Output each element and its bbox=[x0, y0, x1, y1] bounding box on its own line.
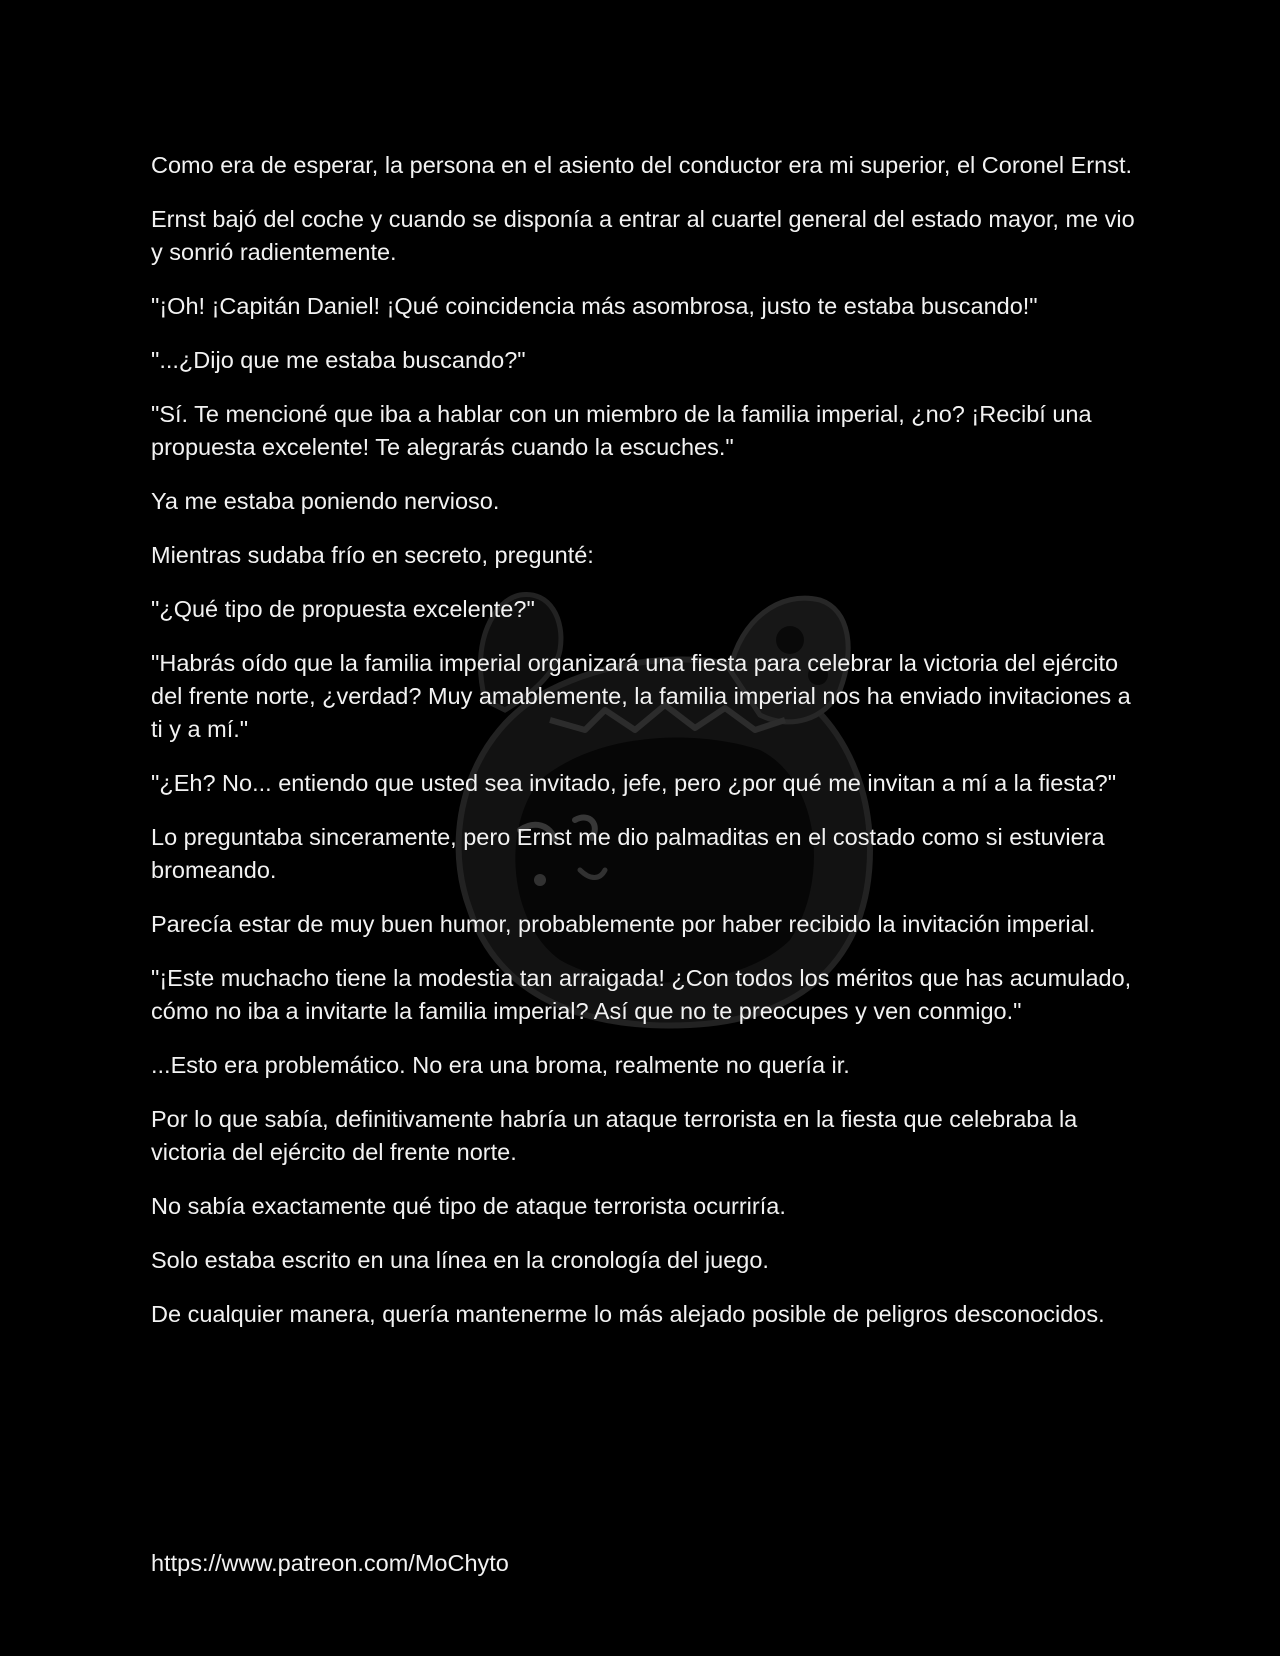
paragraph: No sabía exactamente qué tipo de ataque terrorista ocurriría. bbox=[151, 1193, 786, 1219]
paragraph: Ya me estaba poniendo nervioso. bbox=[151, 488, 500, 514]
paragraph: "Habrás oído que la familia imperial organizará una fiesta para celebrar la victoria del ejército del frente norte, ¿verdad? Muy amablemente, la familia imperial nos ha enviado invitaciones a ti y a mí." bbox=[151, 650, 1131, 742]
paragraph: Solo estaba escrito en una línea en la cronología del juego. bbox=[151, 1247, 769, 1273]
document-body bbox=[151, 149, 1141, 1352]
paragraph: Ernst bajó del coche y cuando se disponía a entrar al cuartel general del estado mayor, me vio y sonrió radientemente. bbox=[151, 206, 1135, 265]
paragraph: Lo preguntaba sinceramente, pero Ernst me dio palmaditas en el costado como si estuviera bromeando. bbox=[151, 824, 1105, 883]
paragraph: Parecía estar de muy buen humor, probablemente por haber recibido la invitación imperial. bbox=[151, 911, 1096, 937]
paragraph: "¡Este muchacho tiene la modestia tan arraigada! ¿Con todos los méritos que has acumulado, cómo no iba a invitarte la familia imperial? Así que no te preocupes y ven conmigo." bbox=[151, 965, 1132, 1024]
paragraph: ...Esto era problemático. No era una broma, realmente no quería ir. bbox=[151, 1052, 850, 1078]
paragraph: "...¿Dijo que me estaba buscando?" bbox=[151, 347, 526, 373]
paragraph: De cualquier manera, quería mantenerme lo más alejado posible de peligros desconocidos. bbox=[151, 1301, 1105, 1327]
patreon-link[interactable]: https://www.patreon.com/MoChyto bbox=[151, 1550, 509, 1576]
paragraph: "¿Qué tipo de propuesta excelente?" bbox=[151, 596, 535, 622]
paragraph: Mientras sudaba frío en secreto, pregunté: bbox=[151, 542, 594, 568]
paragraph: "¡Oh! ¡Capitán Daniel! ¡Qué coincidencia más asombrosa, justo te estaba buscando!" bbox=[151, 293, 1038, 319]
paragraph: Como era de esperar, la persona en el asiento del conductor era mi superior, el Coronel Ernst. bbox=[151, 152, 1133, 178]
paragraph: Por lo que sabía, definitivamente habría un ataque terrorista en la fiesta que celebraba la victoria del ejército del frente norte. bbox=[151, 1106, 1078, 1165]
paragraph: "Sí. Te mencioné que iba a hablar con un miembro de la familia imperial, ¿no? ¡Recibí una propuesta excelente! Te alegrarás cuando la escuches." bbox=[151, 401, 1092, 460]
paragraph: "¿Eh? No... entiendo que usted sea invitado, jefe, pero ¿por qué me invitan a mí a la fiesta?" bbox=[151, 770, 1117, 796]
